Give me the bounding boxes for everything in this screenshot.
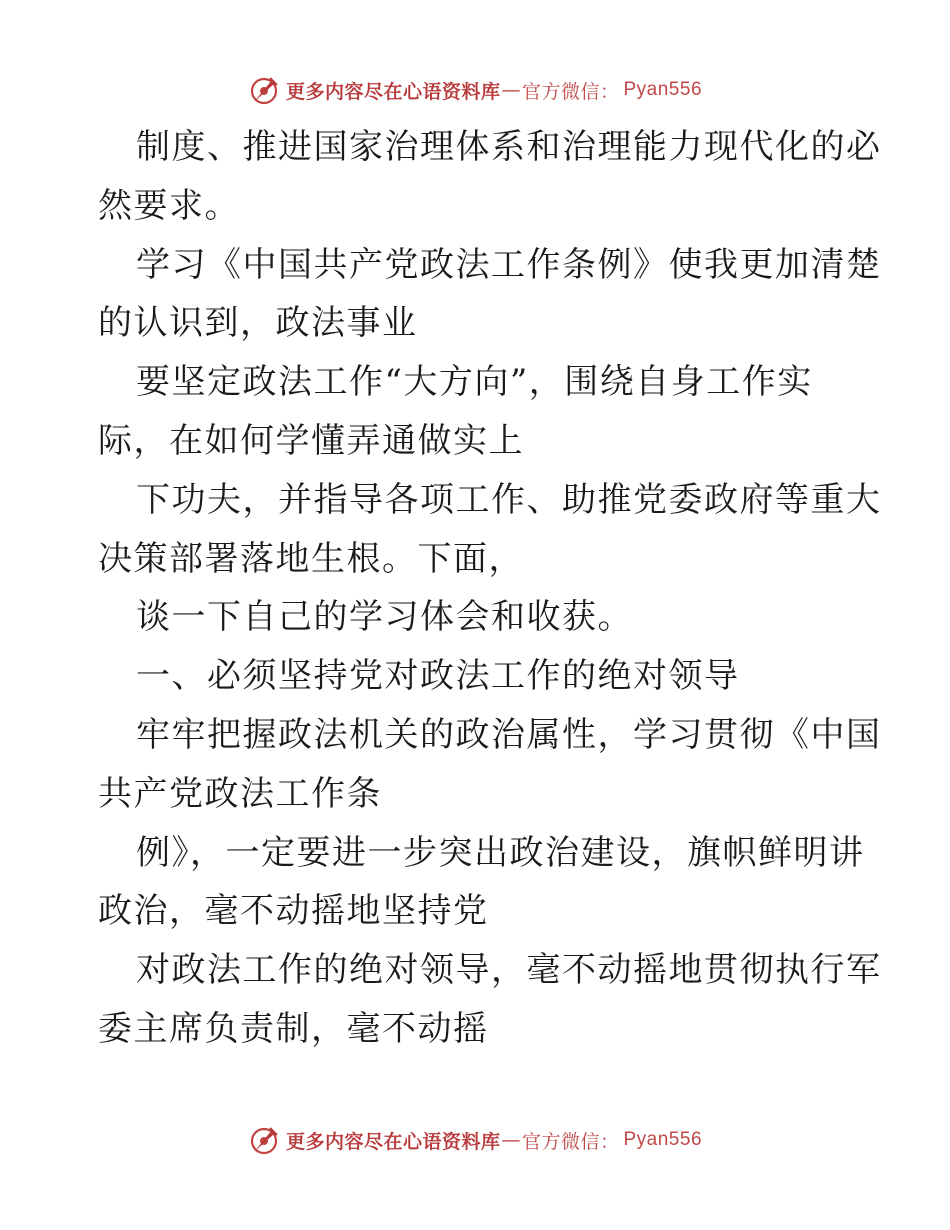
banner-brand-text: 更多内容尽在心语资料库 [285,80,501,103]
paragraph-line: 例》，一定要进一步突出政治建设，旗帜鲜明讲 [136,832,865,873]
paragraph-line: 对政法工作的绝对领导，毫不动摇地贯彻执行军 [136,950,882,991]
paragraph-line: 决策部署落地生根。下面， [98,538,524,579]
banner-wechat-id: Pyan556 [623,1129,703,1150]
header-watermark-banner [0,70,950,110]
paragraph-line: 谈一下自己的学习体会和收获。 [136,597,633,638]
paragraph-line: 牢牢把握政法机关的政治属性，学习贯彻《中国 [136,714,882,755]
document-body [98,118,882,1059]
paragraph-line: 然要求。 [98,185,240,226]
paragraph-line: 委主席负责制，毫不动摇 [98,1008,489,1049]
paragraph-line: 下功夫，并指导各项工作、助推党委政府等重大 [136,479,882,520]
banner-separator: — [501,1129,521,1151]
banner-separator: — [501,79,521,101]
paragraph-line: 学习《中国共产党政法工作条例》使我更加清楚 [136,244,882,285]
quill-logo-icon [248,74,280,106]
paragraph-line: 政治，毫不动摇地坚持党 [98,891,489,932]
footer-watermark-banner [0,1120,950,1160]
paragraph-line: 际，在如何学懂弄通做实上 [98,420,524,461]
banner-wechat-label: 官方微信： [521,80,620,103]
banner-brand-text: 更多内容尽在心语资料库 [285,1130,501,1153]
banner-wechat-id: Pyan556 [623,79,703,100]
paragraph-line: 共产党政法工作条 [98,773,382,814]
paragraph-line: 制度、推进国家治理体系和治理能力现代化的必 [136,127,882,167]
section-heading: 一、必须坚持党对政法工作的绝对领导 [136,656,740,697]
banner-wechat-label: 官方微信： [521,1130,620,1153]
paragraph-line: 的认识到，政法事业 [98,303,418,344]
quill-logo-icon [248,1124,280,1156]
paragraph-line: 要坚定政法工作“大方向”，围绕自身工作实 [136,362,813,403]
